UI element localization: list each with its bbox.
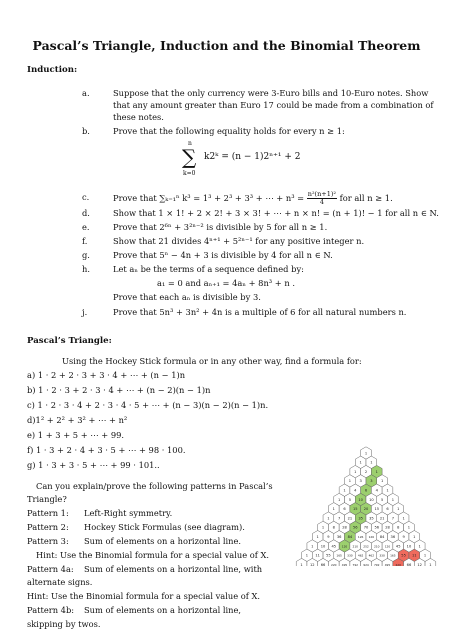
hint-1: Hint: Use the Binomial formula for a special value of X. [36,550,270,560]
pascal-item-f: f) 1 · 3 + 2 · 4 + 3 · 5 + ⋯ + 98 · 100. [27,445,186,455]
triangle-cell-value: 20 [363,507,369,512]
triangle-cell-value: 28 [385,525,390,530]
triangle-cell-value: 220 [331,562,337,566]
triangle-cell-value: 165 [390,553,396,558]
triangle-cell-value: 55 [326,553,331,558]
triangle-cell-value: 1 [402,516,405,521]
item-b-text: Prove that the following equality holds for every n ≥ 1: [113,126,345,136]
item-a-line2: that any amount greater than Euro 17 could be made from a combination of [113,100,434,110]
triangle-cell-value: 3 [359,479,362,484]
triangle-cell-value: 56 [352,525,358,530]
triangle-cell-value: 1 [311,544,314,549]
fraction-numerator: n²(n+1)² [307,190,337,198]
triangle-cell-value: 210 [352,544,359,549]
triangle-cell-value: 462 [368,553,375,558]
pattern-4b-text-2: skipping by twos. [27,619,101,629]
triangle-cell-value: 55 [401,553,406,558]
triangle-cell-value: 12 [310,562,315,566]
item-c-fraction [307,191,337,206]
triangle-cell-value: 1 [332,507,335,512]
triangle-cell-value: 4 [375,488,378,493]
triangle-cell-value: 9 [327,535,330,539]
triangle-cell-value: 10 [358,497,363,502]
triangle-cell-value: 1 [413,535,416,539]
item-c-pre: Prove that ∑ₖ₌₁ⁿ k³ = 1³ + 2³ + 3³ + ⋯ + n³ = [113,193,305,203]
pattern-4b-label: Pattern 4b: [27,605,75,615]
triangle-cell-value: 10 [320,544,326,549]
triangle-cell-value: 21 [379,516,385,521]
triangle-cell-value: 66 [406,562,412,566]
triangle-cell-value: 1 [386,488,389,493]
triangle-cell-value: 1 [316,535,319,539]
triangle-cell-value: 1 [370,460,373,465]
triangle-cell-value: 220 [395,562,401,566]
triangle-cell-value: 36 [390,535,396,539]
triangle-cell-value: 10 [369,497,374,502]
item-j-text: Prove that 5n³ + 3n² + 4n is a multiple of 6 for all natural numbers n. [113,307,407,317]
pascal-triangle-diagram [286,446,446,566]
triangle-cell-value: 1 [359,460,362,465]
pattern-2-text: Hockey Stick Formulas (see diagram). [84,522,245,532]
item-h-line1: Let aₙ be the terms of a sequence defined by: [113,264,304,274]
patterns-intro-2: Triangle? [27,494,67,504]
pattern-3-label: Pattern 3: [27,536,69,546]
triangle-cell-value: 4 [354,488,357,493]
triangle-cell-value: 330 [379,553,385,558]
triangle-cell-value: 36 [336,535,342,539]
pattern-4a-text-2: alternate signs. [27,577,93,587]
item-c-post: for all n ≥ 1. [339,193,393,203]
triangle-cell-value: 252 [363,544,369,549]
pattern-4b-text: Sum of elements on a horizontal line, [84,605,242,615]
item-b-equation: k2ᵏ = (n − 1)2ⁿ⁺¹ + 2 [204,152,301,162]
triangle-cell-value: 7 [391,516,394,521]
triangle-cell-value: 495 [341,562,348,566]
triangle-cell-value: 15 [374,507,380,512]
triangle-cell-value: 1 [397,507,400,512]
item-a-line3: these notes. [113,112,164,122]
triangle-cell-value: 462 [357,553,364,558]
triangle-cell-value: 56 [374,525,380,530]
triangle-cell-value: 7 [338,516,341,521]
pattern-2-label: Pattern 2: [27,522,69,532]
triangle-cell-value: 165 [336,553,342,558]
item-d-label: d. [82,208,90,218]
item-d-text: Show that 1 × 1! + 2 × 2! + 3 × 3! + ⋯ + n × n! = (n + 1)! − 1 for all n ∈ N. [113,208,439,218]
pascal-item-d: d)1² + 2² + 3² + ⋯ + n² [27,415,128,425]
triangle-cell-value: 2 [364,469,368,474]
triangle-cell-value: 1 [305,553,309,558]
triangle-cell-value: 5 [348,497,352,502]
item-h-line3: Prove that each aₙ is divisible by 3. [113,292,261,302]
triangle-cell-value: 1 [391,497,394,502]
triangle-cell-value: 126 [357,535,364,539]
pattern-4a-label: Pattern 4a: [27,564,74,574]
triangle-cell-value: 1 [348,479,352,484]
page-title: Pascal’s Triangle, Induction and the Binomial Theorem [32,38,421,53]
triangle-cell-value: 924 [363,562,369,566]
triangle-cell-value: 9 [402,535,405,539]
pascal-heading: Pascal’s Triangle: [27,336,112,346]
item-e-text: Prove that 2⁶ⁿ + 3²ⁿ⁻² is divisible by 5 for all n ≥ 1. [113,222,328,232]
triangle-cell-value: 1 [429,562,432,566]
pascal-item-a: a) 1 · 2 + 2 · 3 + 3 · 4 + ⋯ + (n − 1)n [27,370,186,380]
triangle-cell-value: 330 [347,553,353,558]
pascal-item-b: b) 1 · 2 · 3 + 2 · 3 · 4 + ⋯ + (n − 2)(n − 1)n [27,385,211,395]
sum-lower-limit: k=0 [183,170,196,177]
triangle-cell-value: 15 [352,507,358,512]
item-g-label: g. [82,250,90,260]
triangle-cell-value: 1 [343,488,346,493]
triangle-cell-value: 792 [373,562,380,566]
item-f-label: f. [82,236,88,246]
triangle-cell-value: 8 [397,525,400,530]
pattern-3-text: Sum of elements on a horizontal line. [84,536,242,546]
pascal-intro: Using the Hockey Stick formula or in any other way, find a formula for: [62,356,362,366]
triangle-cell-value: 792 [352,562,359,566]
triangle-cell-value: 11 [315,553,320,558]
pascal-item-e: e) 1 + 3 + 5 + ⋯ + 99. [27,430,125,440]
pattern-4a-text: Sum of elements on a horizontal line, with [84,564,263,574]
triangle-cell-value: 1 [375,469,378,474]
triangle-cell-value: 3 [370,479,373,484]
triangle-cell-value: 5 [380,497,384,502]
sum-upper-limit: n [188,140,192,147]
item-g-text: Prove that 5ⁿ − 4n + 3 is divisible by 4 for all n ∈ N. [113,250,333,260]
triangle-cell-value: 210 [373,544,380,549]
triangle-cell-value: 11 [412,553,417,558]
triangle-cell-value: 8 [332,525,335,530]
triangle-cell-value: 84 [347,535,353,539]
triangle-cell-value: 1 [423,553,427,558]
pattern-1-label: Pattern 1: [27,508,69,518]
triangle-cell-value: 1 [327,516,330,521]
triangle-cell-value: 66 [320,562,326,566]
triangle-cell-value: 1 [354,469,357,474]
triangle-cell-value: 10 [406,544,412,549]
pascal-item-g: g) 1 · 3 + 3 · 5 + ⋯ + 99 · 101.. [27,460,160,470]
triangle-cell-value: 84 [379,535,385,539]
item-f-text: Show that 21 divides 4ⁿ⁺¹ + 5²ⁿ⁻¹ for any positive integer n. [113,236,365,246]
triangle-cell-value: 1 [364,451,368,456]
patterns-intro-1: Can you explain/prove the following patterns in Pascal’s [36,481,273,491]
item-e-label: e. [82,222,90,232]
triangle-cell-value: 1 [380,479,384,484]
triangle-cell-value: 35 [358,516,363,521]
triangle-cell-value: 120 [341,544,348,549]
sigma-symbol: ∑ [182,145,197,169]
item-c-label: c. [82,192,90,202]
induction-heading: Induction: [27,65,78,75]
fraction-denominator: 4 [319,198,324,206]
item-h-line2: a₁ = 0 and aₙ₊₁ = 4aₙ + 8n³ + n . [157,278,295,288]
triangle-cell-value: 495 [384,562,391,566]
item-h-label: h. [82,264,90,274]
item-b-label: b. [82,126,90,136]
pattern-1-text: Left-Right symmetry. [84,508,173,518]
triangle-cell-value: 6 [343,507,346,512]
item-a-label: a. [82,88,90,98]
triangle-cell-value: 126 [368,535,375,539]
triangle-cell-value: 28 [342,525,347,530]
triangle-cell-value: 6 [386,507,389,512]
item-c-equation [113,191,393,206]
triangle-cell-value: 1 [321,525,325,530]
pascal-item-c: c) 1 · 2 · 3 · 4 + 2 · 3 · 4 · 5 + ⋯ + (n − 3)(n − 2)(n − 1)n. [27,400,269,410]
triangle-cell-value: 70 [363,525,369,530]
item-j-label: j. [82,307,88,317]
triangle-cell-value: 1 [300,562,303,566]
triangle-cell-value: 45 [331,544,337,549]
triangle-cell-value: 21 [347,516,353,521]
triangle-cell-value: 12 [417,562,422,566]
item-a-line1: Suppose that the only currency were 3-Euro bills and 10-Euro notes. Show [113,88,429,98]
triangle-cell-value: 35 [369,516,374,521]
triangle-cell-value: 6 [364,488,368,493]
triangle-cell-value: 120 [384,544,391,549]
triangle-cell-value: 1 [338,497,341,502]
triangle-cell-value: 45 [395,544,401,549]
hint-2: Hint: Use the Binomial formula for a special value of X. [27,591,261,601]
triangle-cell-value: 1 [407,525,411,530]
triangle-cell-value: 1 [418,544,421,549]
